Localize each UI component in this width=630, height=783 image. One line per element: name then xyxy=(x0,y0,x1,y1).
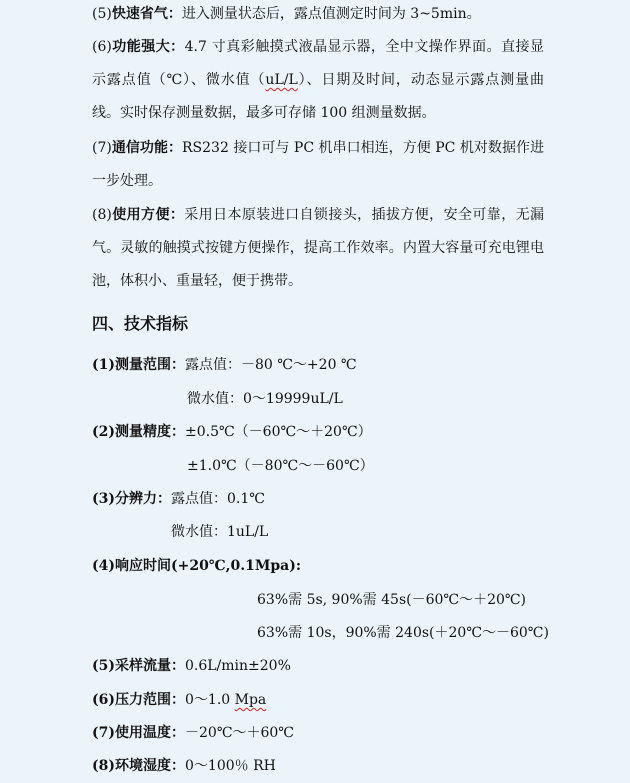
spec-response-time-line2 xyxy=(257,617,630,650)
spec-sample-flow xyxy=(92,650,544,683)
spec-label: (2)测量精度： xyxy=(92,424,185,440)
spec-label: (3)分辨力： xyxy=(92,491,171,507)
spec-ambient-humidity xyxy=(92,750,544,783)
spec-label: (1)测量范围： xyxy=(92,357,185,373)
spec-accuracy xyxy=(92,416,544,449)
feature-text: 进入测量状态后，露点值测定时间为 3~5min。 xyxy=(181,6,481,22)
feature-number: (8) xyxy=(92,207,112,223)
spec-value: 0.6L/min±20% xyxy=(185,658,291,674)
spec-pressure-range xyxy=(92,684,544,717)
feature-title: 使用方便： xyxy=(111,207,185,223)
feature-text: RS232 接口可与 PC 机串口相连，方便 PC 机对数据作进一步处理。 xyxy=(92,140,544,189)
spec-response-time xyxy=(92,550,544,583)
spec-resolution xyxy=(92,483,544,516)
spec-response-time-line1 xyxy=(257,584,630,617)
feature-text: 采用日本原装进口自锁接头，插拔方便，安全可靠，无漏气。灵敏的触摸式按键方便操作，提高工作效率。内置大容量可充电锂电池，体积小、重量轻，便于携带。 xyxy=(92,207,545,289)
feature-title: 功能强大： xyxy=(111,39,185,55)
spec-label: (7)使用温度： xyxy=(92,725,185,741)
spec-measure-range xyxy=(92,349,544,382)
feature-text: 4.7 寸真彩触摸式液晶显示器，全中文操作界面。直接显示露点值（℃）、微水值（ xyxy=(92,39,544,88)
spec-value: －20℃～＋60℃ xyxy=(185,725,294,741)
spec-value: 微水值：1uL/L xyxy=(171,524,269,540)
spec-unit: Mpa xyxy=(234,692,267,708)
spec-value: ±1.0℃（－80℃～－60℃） xyxy=(187,458,374,474)
feature-number: (6) xyxy=(92,39,112,55)
section-heading: 四、技术指标 xyxy=(92,314,189,333)
spec-label: (5)采样流量： xyxy=(92,658,185,674)
spec-value: 微水值：0～19999uL/L xyxy=(187,391,343,407)
feature-title: 通信功能： xyxy=(111,140,183,156)
feature-text-cont: ）、日期及时间，动态显示露点测量曲线。实时保存测量数据，最多可存储 100 组测量数据。 xyxy=(92,72,544,121)
feature-item-8 xyxy=(92,199,544,298)
feature-item-6 xyxy=(92,31,544,130)
spec-operating-temperature xyxy=(92,717,544,750)
spec-resolution-line2 xyxy=(171,516,623,549)
spec-value: 露点值：0.1℃ xyxy=(171,491,265,507)
feature-item-7 xyxy=(92,132,544,198)
spec-label: (6)压力范围： xyxy=(92,692,185,708)
feature-title: 快速省气： xyxy=(111,6,182,22)
spec-value: 0～1.0 xyxy=(185,692,235,708)
spec-label: (4)响应时间(+20℃,0.1Mpa): xyxy=(92,558,301,574)
feature-item-5 xyxy=(92,0,544,31)
spec-measure-range-line2 xyxy=(187,383,630,416)
spec-value: 0～100％ RH xyxy=(185,758,276,774)
unit-text: uL/L xyxy=(265,72,298,88)
spec-label: (8)环境湿度： xyxy=(92,758,185,774)
spec-value: 63%需 5s, 90%需 45s(－60℃～＋20℃) xyxy=(257,592,527,608)
feature-number: (5) xyxy=(92,6,112,22)
feature-number: (7) xyxy=(92,140,112,156)
spec-accuracy-line2 xyxy=(187,450,630,483)
spec-value: 63%需 10s，90%需 240s(＋20℃～－60℃) xyxy=(257,625,549,641)
spec-value: ±0.5℃（－60℃～＋20℃） xyxy=(185,424,372,440)
spec-value: 露点值：－80 ℃～+20 ℃ xyxy=(185,357,357,373)
